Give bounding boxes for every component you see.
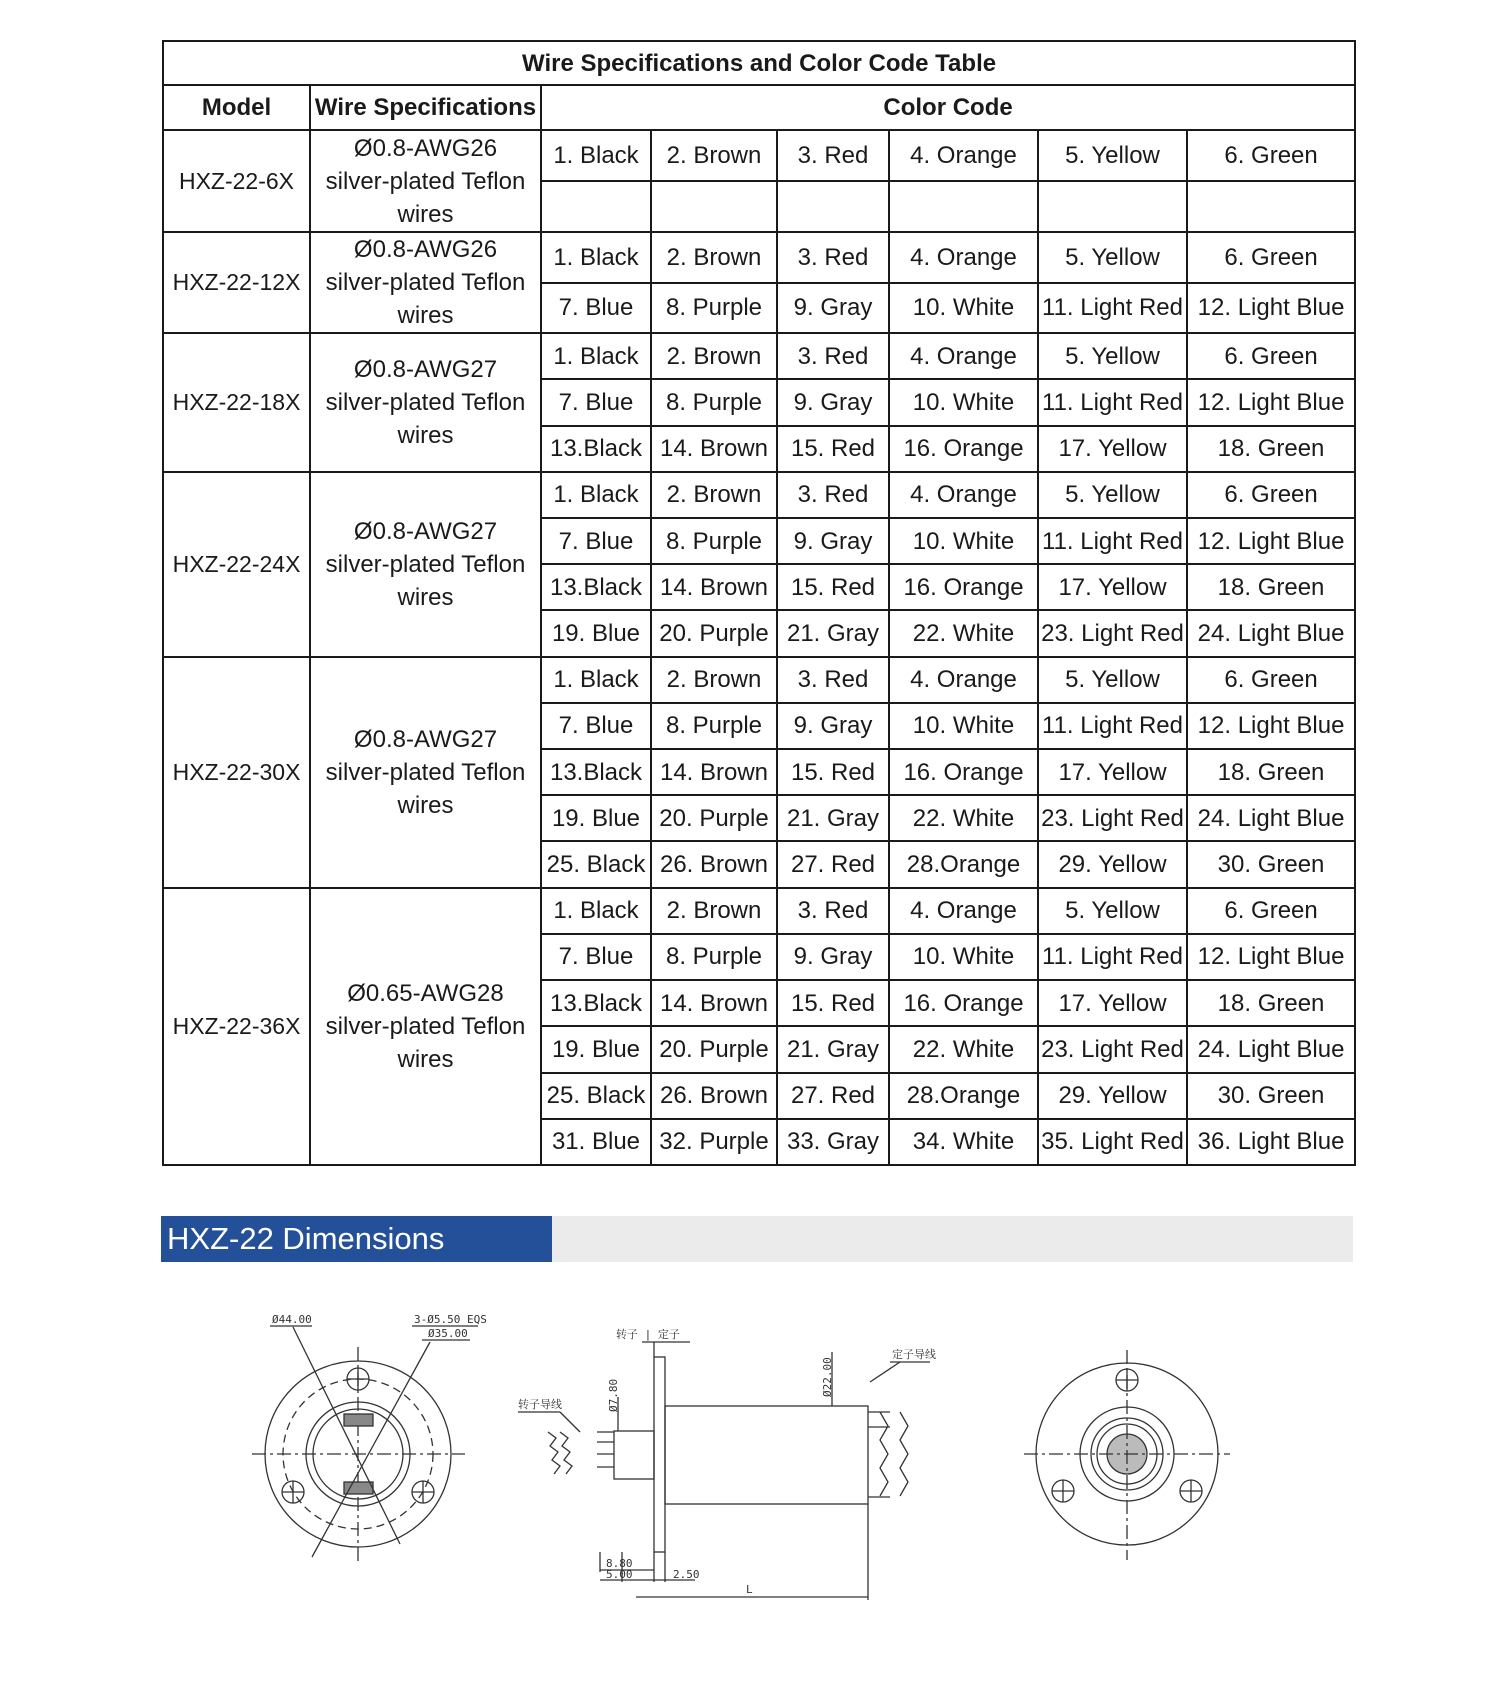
color-code-cell: 8. Purple [651, 703, 777, 749]
header-color-code: Color Code [541, 85, 1355, 130]
dim-l-label: L [746, 1583, 753, 1596]
table-row [163, 472, 1355, 518]
color-code-cell: 4. Orange [889, 333, 1038, 379]
spec-line: silver-plated Teflon [325, 167, 526, 195]
color-code-cell: 20. Purple [651, 610, 777, 656]
color-code-cell: 1. Black [541, 130, 651, 181]
color-code-cell: 12. Light Blue [1187, 518, 1355, 564]
color-code-cell [651, 181, 777, 232]
color-code-cell: 11. Light Red [1038, 518, 1187, 564]
color-code-cell [777, 181, 889, 232]
color-code-cell: 17. Yellow [1038, 564, 1187, 610]
color-code-cell: 5. Yellow [1038, 333, 1187, 379]
section-banner [161, 1216, 1353, 1262]
color-code-cell: 17. Yellow [1038, 980, 1187, 1026]
color-code-cell: 7. Blue [541, 934, 651, 980]
color-code-cell: 16. Orange [889, 749, 1038, 795]
color-code-cell: 20. Purple [651, 795, 777, 841]
model-cell: HXZ-22-30X [163, 657, 310, 888]
color-code-cell: 3. Red [777, 472, 889, 518]
rear-view-drawing [1024, 1350, 1230, 1560]
color-code-cell: 4. Orange [889, 472, 1038, 518]
spec-line: Ø0.8-AWG27 [353, 356, 498, 384]
color-code-cell: 2. Brown [651, 130, 777, 181]
color-code-cell: 32. Purple [651, 1119, 777, 1165]
model-cell: HXZ-22-36X [163, 888, 310, 1165]
color-code-cell: 22. White [889, 795, 1038, 841]
color-code-cell: 2. Brown [651, 657, 777, 703]
color-code-cell: 3. Red [777, 130, 889, 181]
spec-line: Ø0.8-AWG27 [353, 517, 498, 545]
color-code-cell: 24. Light Blue [1187, 610, 1355, 656]
color-code-cell: 8. Purple [651, 283, 777, 334]
color-code-cell: 12. Light Blue [1187, 934, 1355, 980]
color-code-cell: 7. Blue [541, 518, 651, 564]
color-code-cell: 1. Black [541, 472, 651, 518]
color-code-cell: 34. White [889, 1119, 1038, 1165]
spec-line: Ø0.8-AWG26 [353, 134, 498, 162]
spec-line: silver-plated Teflon [325, 1012, 526, 1040]
table-row [163, 333, 1355, 379]
color-code-cell: 10. White [889, 934, 1038, 980]
color-code-cell: 24. Light Blue [1187, 1026, 1355, 1072]
spec-line: silver-plated Teflon [325, 269, 526, 297]
stator-lead-label: 定子导线 [892, 1348, 936, 1361]
color-code-cell: 7. Blue [541, 703, 651, 749]
holes-label: 3-Ø5.50 EQS [414, 1313, 487, 1326]
color-code-cell [889, 181, 1038, 232]
pcd-label: Ø35.00 [428, 1327, 468, 1340]
color-code-cell: 14. Brown [651, 426, 777, 472]
color-code-cell: 4. Orange [889, 232, 1038, 283]
color-code-cell: 9. Gray [777, 703, 889, 749]
section-title: HXZ-22 Dimensions [161, 1216, 552, 1262]
color-code-cell: 2. Brown [651, 333, 777, 379]
color-code-cell: 5. Yellow [1038, 657, 1187, 703]
table-row [163, 130, 1355, 181]
color-code-cell [1187, 181, 1355, 232]
color-code-cell [1038, 181, 1187, 232]
spec-cell [310, 130, 541, 231]
color-code-cell: 11. Light Red [1038, 283, 1187, 334]
spec-cell [310, 232, 541, 333]
dimension-drawings [0, 1282, 1500, 1682]
spec-line: wires [397, 791, 454, 819]
color-code-cell: 22. White [889, 610, 1038, 656]
spec-line: Ø0.8-AWG26 [353, 236, 498, 264]
color-code-cell: 7. Blue [541, 379, 651, 425]
color-code-cell: 2. Brown [651, 888, 777, 934]
table-title: Wire Specifications and Color Code Table [163, 41, 1355, 85]
color-code-cell: 6. Green [1187, 333, 1355, 379]
color-code-cell: 23. Light Red [1038, 795, 1187, 841]
color-code-cell: 3. Red [777, 888, 889, 934]
spec-cell [310, 333, 541, 472]
color-code-cell: 15. Red [777, 426, 889, 472]
color-code-cell: 5. Yellow [1038, 130, 1187, 181]
color-code-cell: 23. Light Red [1038, 610, 1187, 656]
color-code-cell: 20. Purple [651, 1026, 777, 1072]
color-code-cell: 36. Light Blue [1187, 1119, 1355, 1165]
spec-line: silver-plated Teflon [325, 550, 526, 578]
color-code-cell: 7. Blue [541, 283, 651, 334]
color-code-cell: 24. Light Blue [1187, 795, 1355, 841]
color-code-cell: 10. White [889, 379, 1038, 425]
spec-line: wires [397, 422, 454, 450]
color-code-cell: 1. Black [541, 657, 651, 703]
color-code-cell: 1. Black [541, 888, 651, 934]
spec-cell [310, 657, 541, 888]
color-code-cell: 21. Gray [777, 610, 889, 656]
color-code-cell: 16. Orange [889, 426, 1038, 472]
color-code-cell: 9. Gray [777, 518, 889, 564]
color-code-cell: 18. Green [1187, 980, 1355, 1026]
dim-c-label: 2.50 [673, 1568, 700, 1581]
side-view-drawing [518, 1342, 930, 1600]
front-view-drawing [252, 1326, 478, 1562]
color-code-cell [541, 181, 651, 232]
color-code-cell: 3. Red [777, 232, 889, 283]
color-code-cell: 31. Blue [541, 1119, 651, 1165]
color-code-cell: 10. White [889, 283, 1038, 334]
color-code-cell: 13.Black [541, 980, 651, 1026]
color-code-cell: 27. Red [777, 841, 889, 887]
color-code-cell: 29. Yellow [1038, 1073, 1187, 1119]
spec-line: wires [397, 1045, 454, 1073]
color-code-cell: 4. Orange [889, 657, 1038, 703]
color-code-cell: 12. Light Blue [1187, 283, 1355, 334]
color-code-cell: 18. Green [1187, 564, 1355, 610]
color-code-cell: 21. Gray [777, 795, 889, 841]
color-code-cell: 18. Green [1187, 426, 1355, 472]
color-code-cell: 25. Black [541, 841, 651, 887]
color-code-cell: 14. Brown [651, 980, 777, 1026]
spec-cell [310, 472, 541, 657]
color-code-cell: 22. White [889, 1026, 1038, 1072]
color-code-cell: 8. Purple [651, 379, 777, 425]
color-code-cell: 33. Gray [777, 1119, 889, 1165]
color-code-cell: 17. Yellow [1038, 426, 1187, 472]
color-code-cell: 5. Yellow [1038, 232, 1187, 283]
color-code-cell: 9. Gray [777, 934, 889, 980]
color-code-cell: 13.Black [541, 564, 651, 610]
model-cell: HXZ-22-12X [163, 232, 310, 333]
color-code-cell: 14. Brown [651, 749, 777, 795]
spec-line: silver-plated Teflon [325, 758, 526, 786]
color-code-cell: 30. Green [1187, 1073, 1355, 1119]
color-code-cell: 5. Yellow [1038, 888, 1187, 934]
dim-b-label: 5.00 [606, 1568, 633, 1581]
color-code-cell: 18. Green [1187, 749, 1355, 795]
color-code-cell: 15. Red [777, 564, 889, 610]
header-model: Model [163, 85, 310, 130]
table-row [163, 657, 1355, 703]
color-code-cell: 6. Green [1187, 130, 1355, 181]
color-code-cell: 6. Green [1187, 472, 1355, 518]
color-code-cell: 19. Blue [541, 610, 651, 656]
color-code-cell: 13.Black [541, 426, 651, 472]
color-code-cell: 28.Orange [889, 841, 1038, 887]
color-code-cell: 3. Red [777, 333, 889, 379]
color-code-cell: 16. Orange [889, 564, 1038, 610]
spec-line: wires [397, 200, 454, 228]
spec-line: wires [397, 302, 454, 330]
color-code-cell: 2. Brown [651, 472, 777, 518]
color-code-cell: 27. Red [777, 1073, 889, 1119]
wire-spec-table [162, 40, 1356, 1166]
color-code-cell: 12. Light Blue [1187, 703, 1355, 749]
color-code-cell: 11. Light Red [1038, 379, 1187, 425]
color-code-cell: 1. Black [541, 333, 651, 379]
color-code-cell: 2. Brown [651, 232, 777, 283]
shaft-dia-label: Ø7.80 [607, 1378, 620, 1412]
spec-cell [310, 888, 541, 1165]
header-spec: Wire Specifications [310, 85, 541, 130]
outer-dia-label: Ø44.00 [272, 1313, 312, 1326]
color-code-cell: 3. Red [777, 657, 889, 703]
color-code-cell: 6. Green [1187, 888, 1355, 934]
color-code-cell: 4. Orange [889, 130, 1038, 181]
color-code-cell: 10. White [889, 518, 1038, 564]
color-code-cell: 25. Black [541, 1073, 651, 1119]
color-code-cell: 23. Light Red [1038, 1026, 1187, 1072]
spec-line: Ø0.65-AWG28 [347, 979, 504, 1007]
color-code-cell: 15. Red [777, 980, 889, 1026]
color-code-cell: 35. Light Red [1038, 1119, 1187, 1165]
dim-a-label: 8.80 [606, 1557, 633, 1570]
color-code-cell: 17. Yellow [1038, 749, 1187, 795]
color-code-cell: 1. Black [541, 232, 651, 283]
color-code-cell: 4. Orange [889, 888, 1038, 934]
rotor-stator-label: 转子 | 定子 [616, 1328, 680, 1341]
spec-line: silver-plated Teflon [325, 389, 526, 417]
color-code-cell: 19. Blue [541, 1026, 651, 1072]
color-code-cell: 11. Light Red [1038, 703, 1187, 749]
color-code-cell: 8. Purple [651, 518, 777, 564]
color-code-cell: 6. Green [1187, 232, 1355, 283]
color-code-cell: 26. Brown [651, 841, 777, 887]
color-code-cell: 12. Light Blue [1187, 379, 1355, 425]
color-code-cell: 30. Green [1187, 841, 1355, 887]
rotor-lead-label: 转子导线 [518, 1398, 562, 1411]
color-code-cell: 15. Red [777, 749, 889, 795]
color-code-cell: 28.Orange [889, 1073, 1038, 1119]
color-code-cell: 9. Gray [777, 283, 889, 334]
color-code-cell: 11. Light Red [1038, 934, 1187, 980]
color-code-cell: 9. Gray [777, 379, 889, 425]
color-code-cell: 26. Brown [651, 1073, 777, 1119]
color-code-cell: 29. Yellow [1038, 841, 1187, 887]
color-code-cell: 10. White [889, 703, 1038, 749]
color-code-cell: 14. Brown [651, 564, 777, 610]
color-code-cell: 13.Black [541, 749, 651, 795]
color-code-cell: 19. Blue [541, 795, 651, 841]
spec-line: wires [397, 583, 454, 611]
color-code-cell: 6. Green [1187, 657, 1355, 703]
model-cell: HXZ-22-18X [163, 333, 310, 472]
color-code-cell: 8. Purple [651, 934, 777, 980]
body-dia-label: Ø22.00 [821, 1357, 834, 1397]
model-cell: HXZ-22-24X [163, 472, 310, 657]
table-row [163, 888, 1355, 934]
color-code-cell: 5. Yellow [1038, 472, 1187, 518]
table-row [163, 232, 1355, 283]
model-cell: HXZ-22-6X [163, 130, 310, 231]
color-code-cell: 21. Gray [777, 1026, 889, 1072]
spec-line: Ø0.8-AWG27 [353, 725, 498, 753]
color-code-cell: 16. Orange [889, 980, 1038, 1026]
